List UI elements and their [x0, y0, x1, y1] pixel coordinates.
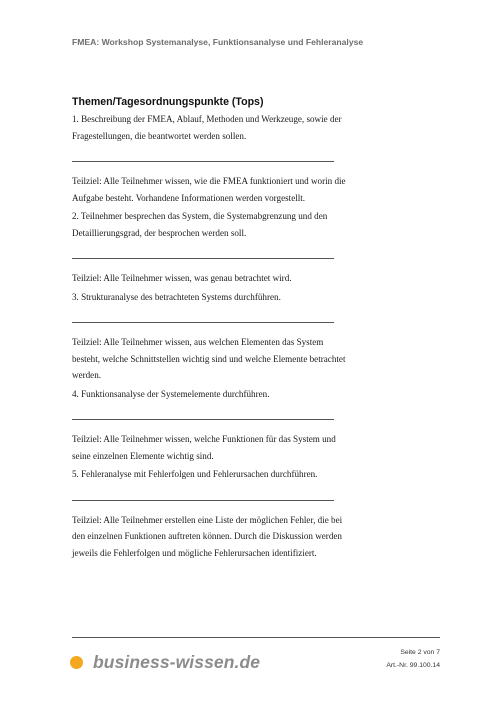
answer-line [72, 161, 334, 162]
agenda-content [72, 96, 362, 561]
agenda-item-1 [72, 111, 362, 206]
goal-text-line: den einzelnen Funktionen auftreten können. Durch die Diskussion werden [72, 531, 342, 541]
goal-text-line: jeweils die Fehlerfolgen und mögliche Fehlerursachen identifiziert. [72, 547, 317, 558]
answer-line [72, 500, 334, 501]
logo-text: business-wissen.de [93, 651, 261, 672]
agenda-item-2 [72, 208, 362, 287]
item-text-line: Fragestellungen, die beantwortet werden sollen. [72, 130, 247, 141]
brand-logo [70, 650, 260, 674]
goal-text-line: Teilziel: Alle Teilnehmer wissen, wie die FMEA funktioniert und worin die [72, 176, 346, 186]
footer-divider [72, 637, 440, 638]
article-number: Art.-Nr. 99.100.14 [386, 661, 440, 669]
item-text-line: 1. Beschreibung der FMEA, Ablauf, Methoden und Werkzeuge, sowie der [72, 114, 342, 124]
answer-line [72, 258, 334, 259]
page-number: Seite 2 von 7 [400, 649, 440, 656]
goal-text-line: Aufgabe besteht. Vorhandene Informationen werden vorgestellt. [72, 192, 306, 203]
item-text-line: 5. Fehleranalyse mit Fehlerfolgen und Fehlerursachen durchführen. [72, 469, 318, 479]
goal-text-line: seine einzelnen Elemente wichtig sind. [72, 450, 214, 461]
item-text-line: 3. Strukturanalyse des betrachteten Systems durchführen. [72, 291, 281, 302]
answer-line [72, 322, 334, 323]
item-text-line: 4. Funktionsanalyse der Systemelemente durchführen. [72, 388, 270, 399]
item-text-line: 2. Teilnehmer besprechen das System, die Systemabgrenzung und den [72, 211, 328, 221]
logo-dot-icon [70, 656, 83, 669]
page-info [386, 647, 440, 672]
agenda-item-4 [72, 386, 362, 465]
agenda-item-5 [72, 466, 362, 561]
item-text-line: Detaillierungsgrad, der besprochen werden soll. [72, 227, 247, 238]
section-title: Themen/Tagesordnungspunkte (Tops) [72, 96, 264, 108]
goal-text-line: werden. [72, 370, 102, 380]
goal-text-line: besteht, welche Schnittstellen wichtig sind und welche Elemente betrachtet [72, 353, 346, 364]
goal-text-line: Teilziel: Alle Teilnehmer wissen, aus welchen Elementen das System [72, 337, 324, 347]
agenda-item-3 [72, 289, 362, 384]
goal-text-line: Teilziel: Alle Teilnehmer wissen, welche Funktionen für das System und [72, 434, 336, 444]
goal-text-line: Teilziel: Alle Teilnehmer erstellen eine Liste der möglichen Fehler, die bei [72, 514, 343, 525]
answer-line [72, 419, 334, 420]
goal-text-line: Teilziel: Alle Teilnehmer wissen, was genau betrachtet wird. [72, 273, 292, 283]
document-header: FMEA: Workshop Systemanalyse, Funktionsanalyse und Fehleranalyse [72, 37, 364, 47]
